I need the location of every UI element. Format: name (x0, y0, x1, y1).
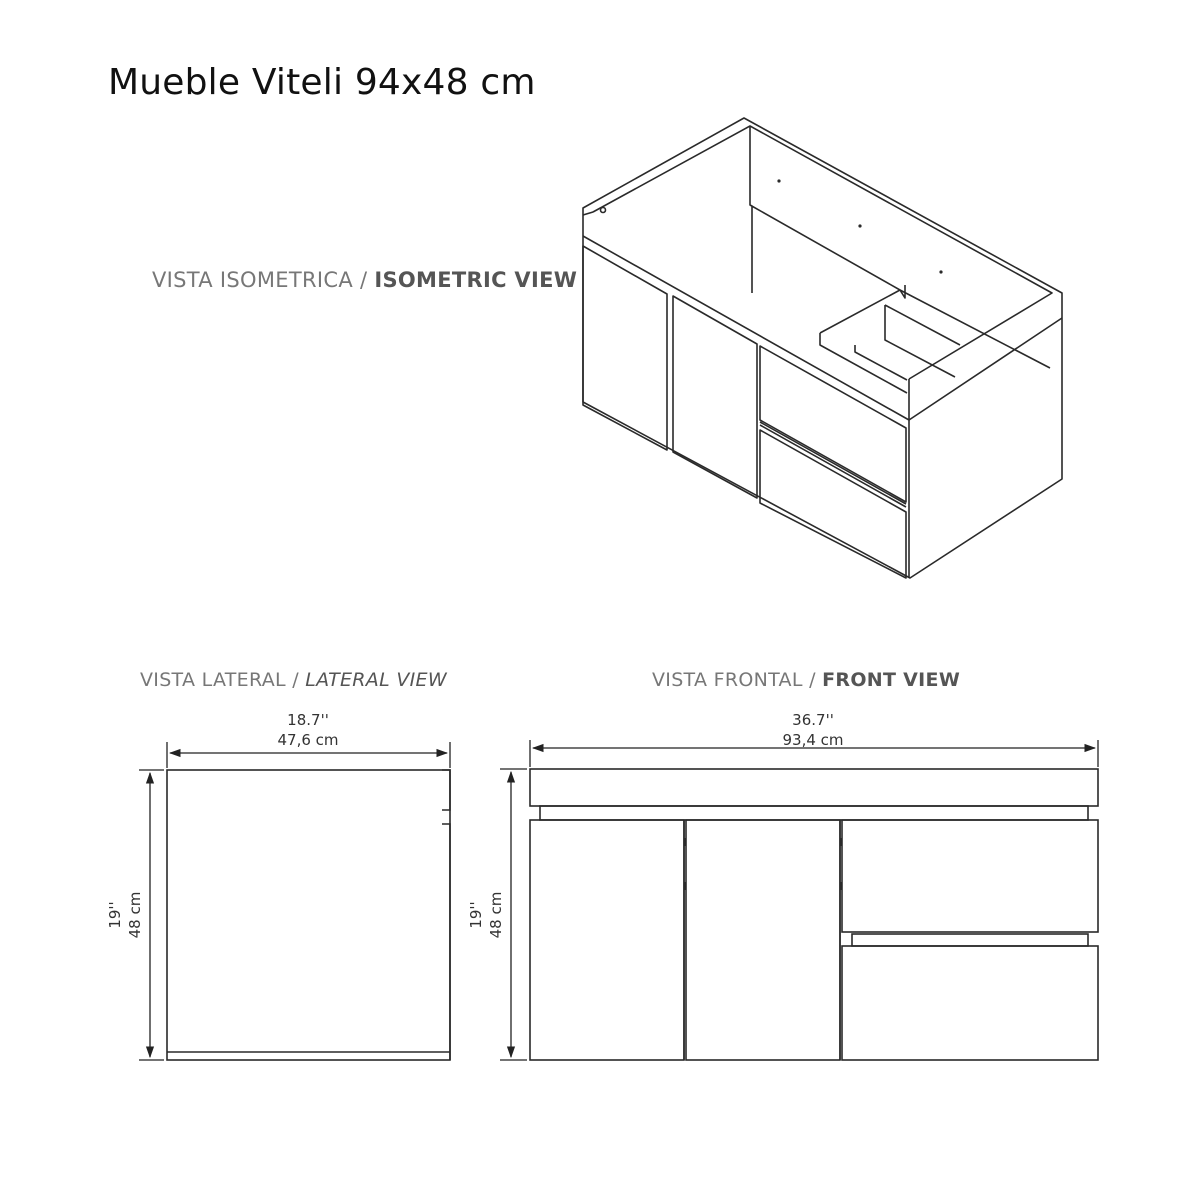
front-hinge-marks (685, 838, 841, 890)
iso-cabinet-outline (583, 118, 1062, 578)
lateral-view-label-es: VISTA LATERAL / (140, 669, 299, 691)
lateral-front-edge (442, 770, 450, 1060)
front-view-label-es: VISTA FRONTAL / (652, 669, 816, 691)
front-width-cm: 93,4 cm (782, 731, 844, 749)
iso-drawer-gap (760, 422, 906, 507)
lateral-height-cm: 48 cm (126, 891, 144, 939)
front-view-label-en: FRONT VIEW (822, 669, 961, 691)
lateral-dimension-lines (139, 742, 450, 1060)
front-countertop-lip (540, 806, 1088, 820)
front-bottom-drawer (842, 946, 1098, 1060)
iso-front-top-edge (583, 236, 909, 578)
lateral-side-panel (167, 770, 450, 1060)
front-left-door (530, 820, 684, 1060)
iso-top-drawer (760, 346, 906, 502)
front-top-drawer (842, 820, 1098, 932)
iso-shelf-pins (777, 179, 942, 273)
lateral-width-inches: 18.7'' (287, 711, 329, 729)
iso-back-wall (750, 126, 900, 293)
front-middle-door (686, 820, 840, 1060)
lateral-view-label-en: LATERAL VIEW (305, 669, 447, 691)
lateral-view-drawing (167, 770, 450, 1060)
iso-drawer-compartment (820, 285, 1050, 393)
lateral-width-cm: 47,6 cm (277, 731, 339, 749)
iso-bottom-drawer (760, 430, 906, 578)
front-width-inches: 36.7'' (792, 711, 834, 729)
isometric-view-label-es: VISTA ISOMETRICA / (152, 268, 368, 292)
front-height-inches: 19'' (467, 901, 485, 929)
isometric-cabinet-drawing (583, 118, 1062, 578)
front-view-drawing (530, 769, 1098, 1060)
iso-hole-icon (601, 208, 606, 213)
isometric-view-label-en: ISOMETRIC VIEW (374, 268, 578, 292)
front-countertop (530, 769, 1098, 806)
front-drawer-separator (852, 934, 1088, 946)
iso-top-rim (583, 126, 1052, 379)
front-dimension-lines (500, 740, 1098, 1060)
page-title: Mueble Viteli 94x48 cm (108, 62, 536, 103)
front-height-cm: 48 cm (487, 891, 505, 939)
lateral-height-inches: 19'' (106, 901, 124, 929)
